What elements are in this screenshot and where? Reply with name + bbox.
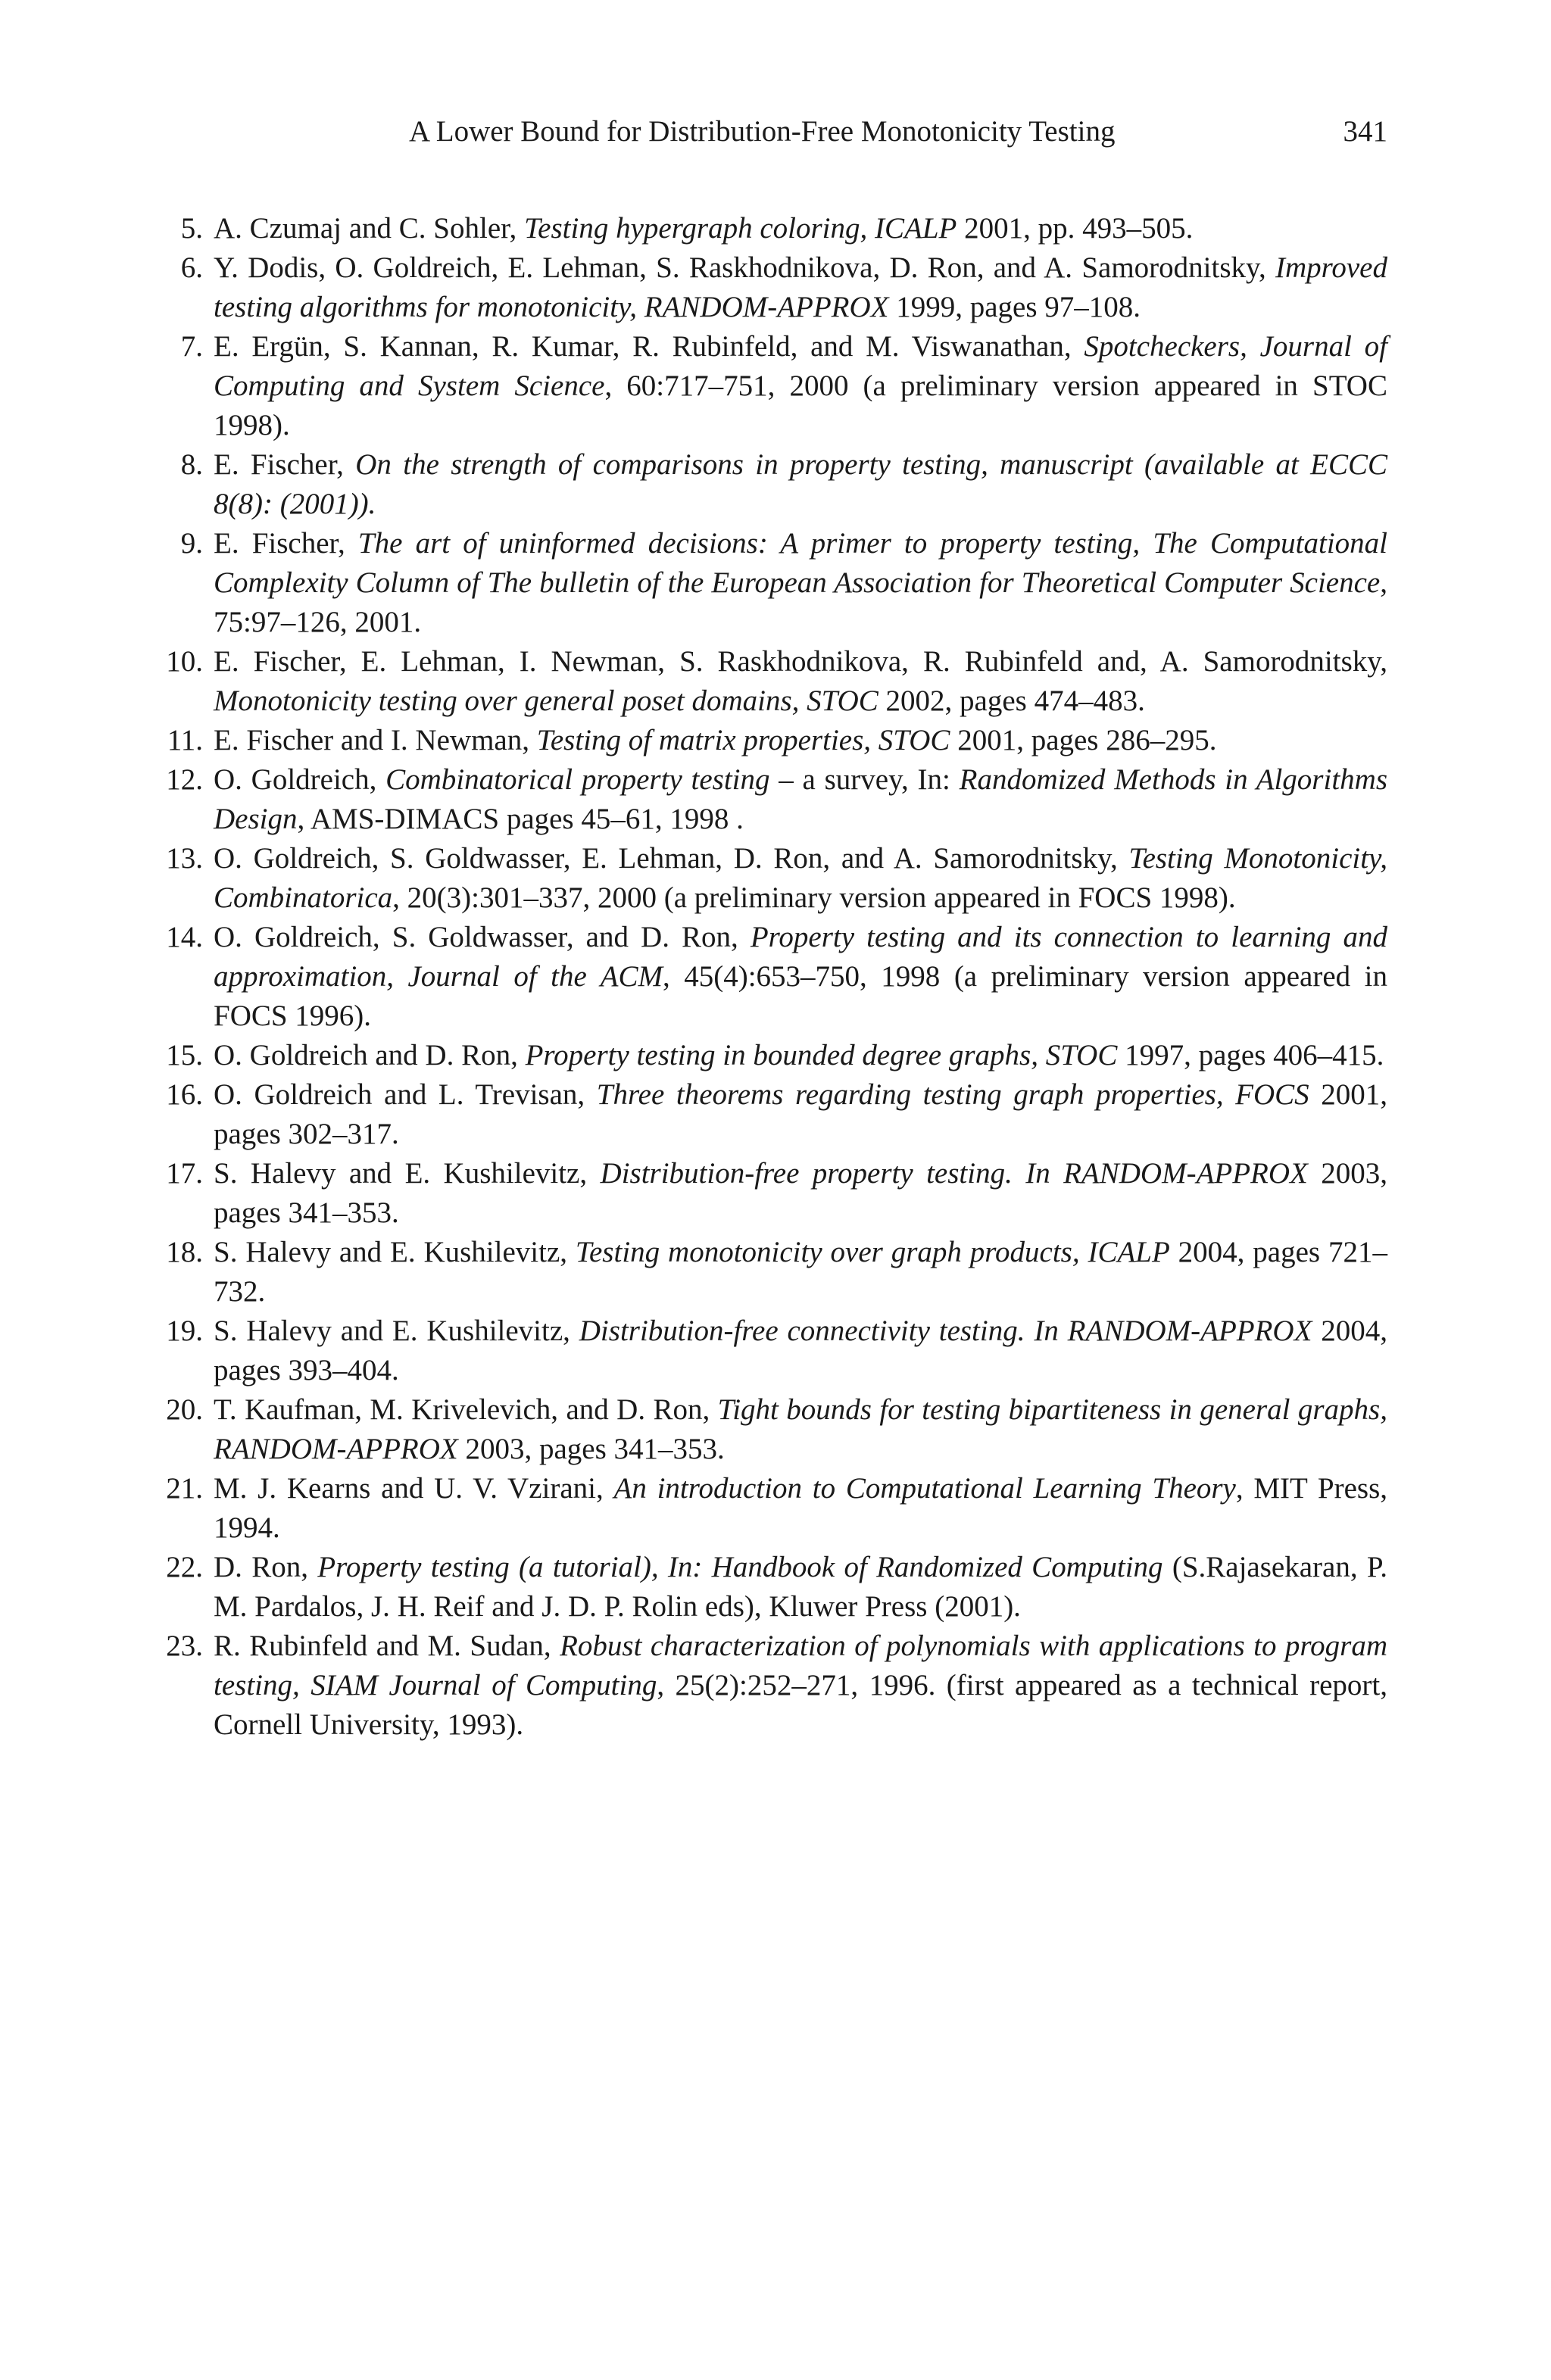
reference-text-segment: , 60:717–751, 2000 (a preliminary version appeared in STOC 1998). <box>214 370 1387 441</box>
reference-title-segment: Testing Monotonicity, Combinatorica <box>214 842 1387 914</box>
reference-text-segment: O. Goldreich and D. Ron, <box>214 1039 526 1071</box>
reference-number: 12. <box>166 763 203 796</box>
reference-text <box>214 524 1387 642</box>
reference-text-segment: Y. Dodis, O. Goldreich, E. Lehman, S. Raskhodnikova, D. Ron, and A. Samorodnitsky, <box>214 251 1275 284</box>
reference-title-segment: Three theorems regarding testing graph properties, FOCS <box>596 1078 1309 1111</box>
reference-item <box>159 1036 1387 1075</box>
reference-item <box>159 839 1387 918</box>
reference-title-segment: Property testing in bounded degree graphs, STOC <box>525 1039 1118 1071</box>
reference-title-segment: On the strength of comparisons in property testing, manuscript (available at ECCC 8(8): (2001)). <box>214 448 1387 520</box>
reference-text <box>214 1154 1387 1233</box>
reference-text-segment: , MIT Press, 1994. <box>214 1472 1388 1544</box>
reference-text <box>214 1469 1387 1548</box>
reference-title-segment: Improved testing algorithms for monotonicity, RANDOM-APPROX <box>214 251 1387 323</box>
reference-text-segment: 2001, pages 286–295. <box>950 724 1217 756</box>
reference-title-segment: Testing of matrix properties, STOC <box>536 724 950 756</box>
reference-number: 18. <box>166 1236 203 1268</box>
reference-text-segment: S. Halevy and E. Kushilevitz, <box>214 1157 601 1190</box>
reference-title-segment: Distribution-free property testing. In RANDOM-APPROX <box>600 1157 1308 1190</box>
reference-text-segment: O. Goldreich and L. Trevisan, <box>214 1078 597 1111</box>
reference-text <box>214 445 1387 524</box>
reference-text-segment: , AMS-DIMACS pages 45–61, 1998 . <box>297 803 744 835</box>
reference-item <box>159 1627 1387 1745</box>
reference-item <box>159 1075 1387 1154</box>
reference-text-segment: 2004, pages 393–404. <box>214 1315 1388 1387</box>
reference-text <box>214 839 1387 918</box>
reference-title-segment: Testing monotonicity over graph products, ICALP <box>575 1236 1170 1268</box>
reference-text-segment: T. Kaufman, M. Krivelevich, and D. Ron, <box>214 1393 718 1426</box>
reference-text-segment: , 25(2):252–271, 1996. (first appeared as a technical report, Cornell University, 1993). <box>214 1669 1387 1741</box>
reference-item <box>159 1548 1387 1627</box>
reference-text-segment: E. Fischer and I. Newman, <box>214 724 537 756</box>
reference-text <box>214 1036 1387 1075</box>
reference-text-segment: O. Goldreich, S. Goldwasser, and D. Ron, <box>214 921 751 953</box>
reference-number: 17. <box>166 1157 203 1190</box>
reference-title-segment: Tight bounds for testing bipartiteness in general graphs, RANDOM-APPROX <box>214 1393 1387 1465</box>
reference-text <box>214 1233 1387 1312</box>
reference-number: 16. <box>166 1078 203 1111</box>
reference-number: 8. <box>180 448 203 481</box>
reference-number: 22. <box>166 1551 203 1583</box>
reference-text-segment: E. Fischer, E. Lehman, I. Newman, S. Raskhodnikova, R. Rubinfeld and, A. Samorodnitsky, <box>214 645 1387 678</box>
reference-item <box>159 445 1387 524</box>
reference-title-segment: Combinatorical property testing <box>385 763 770 796</box>
reference-text <box>214 209 1387 248</box>
reference-text <box>214 1548 1387 1627</box>
reference-item <box>159 1233 1387 1312</box>
reference-text-segment: D. Ron, <box>214 1551 318 1583</box>
reference-title-segment: Randomized Methods in Algorithms Design <box>214 763 1387 835</box>
reference-number: 21. <box>166 1472 203 1505</box>
reference-text-segment: A. Czumaj and C. Sohler, <box>214 212 525 245</box>
reference-text-segment: – a survey, In: <box>769 763 960 796</box>
reference-title-segment: The art of uninformed decisions: A primer to property testing, The Computational Complexity Column of The bulletin of the European Association for Theoretical Computer Science <box>214 527 1388 599</box>
reference-number: 13. <box>166 842 203 875</box>
reference-text-segment: 1999, pages 97–108. <box>888 291 1141 323</box>
reference-text <box>214 642 1387 721</box>
reference-text-segment: 1997, pages 406–415. <box>1117 1039 1384 1071</box>
reference-text-segment: 2001, pp. 493–505. <box>957 212 1194 245</box>
reference-item <box>159 1154 1387 1233</box>
reference-text-segment: E. Ergün, S. Kannan, R. Kumar, R. Rubinfeld, and M. Viswanathan, <box>214 330 1084 363</box>
reference-item <box>159 642 1387 721</box>
reference-text-segment: E. Fischer, <box>214 527 358 560</box>
reference-item <box>159 918 1387 1036</box>
reference-text <box>214 1312 1387 1390</box>
reference-title-segment: Spotcheckers, Journal of Computing and System Science <box>214 330 1387 402</box>
reference-text-segment: , 20(3):301–337, 2000 (a preliminary version appeared in FOCS 1998). <box>392 881 1236 914</box>
reference-text-segment: 2003, pages 341–353. <box>457 1433 725 1465</box>
reference-item <box>159 524 1387 642</box>
reference-text <box>214 721 1387 760</box>
reference-text-segment: O. Goldreich, S. Goldwasser, E. Lehman, D. Ron, and A. Samorodnitsky, <box>214 842 1129 875</box>
reference-text <box>214 918 1387 1036</box>
reference-text-segment: , 45(4):653–750, 1998 (a preliminary version appeared in FOCS 1996). <box>214 960 1387 1032</box>
reference-number: 7. <box>180 330 203 363</box>
reference-title-segment: An introduction to Computational Learning Theory <box>613 1472 1236 1505</box>
reference-text-segment: R. Rubinfeld and M. Sudan, <box>214 1630 560 1662</box>
reference-number: 20. <box>166 1393 203 1426</box>
reference-number: 9. <box>180 527 203 560</box>
reference-number: 5. <box>180 212 203 245</box>
reference-list <box>159 209 1387 1745</box>
reference-text-segment: S. Halevy and E. Kushilevitz, <box>214 1236 576 1268</box>
reference-item <box>159 1312 1387 1390</box>
reference-title-segment: Property testing (a tutorial), In: Handbook of Randomized Computing <box>317 1551 1163 1583</box>
reference-text <box>214 1390 1387 1469</box>
reference-item <box>159 1469 1387 1548</box>
reference-number: 23. <box>166 1630 203 1662</box>
reference-text <box>214 1627 1387 1745</box>
reference-text <box>214 1075 1387 1154</box>
running-title: A Lower Bound for Distribution-Free Monotonicity Testing <box>409 115 1116 148</box>
reference-number: 6. <box>180 251 203 284</box>
reference-title-segment: Monotonicity testing over general poset domains, STOC <box>214 685 878 717</box>
reference-title-segment: Distribution-free connectivity testing. In RANDOM-APPROX <box>579 1315 1312 1347</box>
reference-item <box>159 1390 1387 1469</box>
reference-item <box>159 248 1387 327</box>
reference-number: 15. <box>166 1039 203 1071</box>
reference-text-segment: S. Halevy and E. Kushilevitz, <box>214 1315 579 1347</box>
reference-title-segment: Property testing and its connection to learning and approximation, Journal of the ACM <box>214 921 1387 993</box>
reference-text-segment: 2002, pages 474–483. <box>878 685 1145 717</box>
reference-item <box>159 760 1387 839</box>
reference-text <box>214 327 1387 445</box>
reference-text <box>214 248 1387 327</box>
reference-item <box>159 721 1387 760</box>
reference-number: 19. <box>166 1315 203 1347</box>
reference-text-segment: E. Fischer, <box>214 448 356 481</box>
reference-text <box>214 760 1387 839</box>
reference-text-segment: 2004, pages 721–732. <box>214 1236 1387 1308</box>
reference-title-segment: Testing hypergraph coloring, ICALP <box>524 212 957 245</box>
page-number: 341 <box>1343 115 1387 148</box>
reference-number: 14. <box>166 921 203 953</box>
reference-text-segment: (S.Rajasekaran, P. M. Pardalos, J. H. Reif and J. D. P. Rolin eds), Kluwer Press (2001). <box>214 1551 1388 1623</box>
reference-text-segment: O. Goldreich, <box>214 763 386 796</box>
reference-number: 10. <box>166 645 203 678</box>
reference-item <box>159 209 1387 248</box>
reference-text-segment: M. J. Kearns and U. V. Vzirani, <box>214 1472 614 1505</box>
reference-text-segment: , 75:97–126, 2001. <box>214 566 1387 638</box>
running-head <box>409 112 1387 151</box>
reference-number: 11. <box>167 724 203 756</box>
reference-text-segment: 2001, pages 302–317. <box>214 1078 1388 1150</box>
reference-item <box>159 327 1387 445</box>
reference-title-segment: Robust characterization of polynomials with applications to program testing, SIAM Journal of Computing <box>214 1630 1387 1702</box>
reference-text-segment: 2003, pages 341–353. <box>214 1157 1388 1229</box>
